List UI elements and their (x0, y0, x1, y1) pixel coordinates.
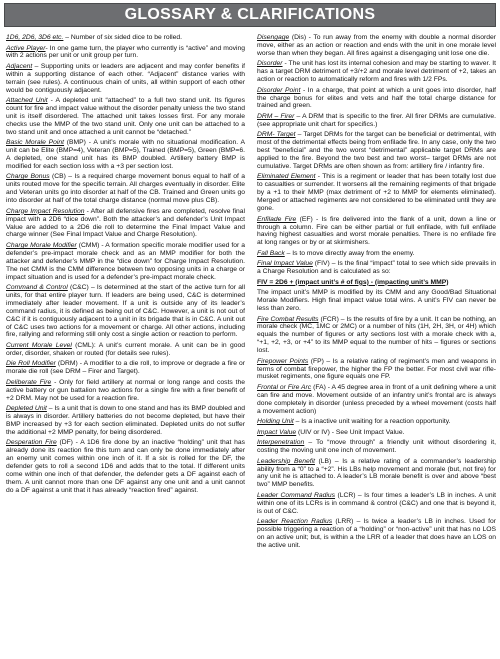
glossary-entry (6, 45, 245, 61)
glossary-definition: (Dis) - To run away from the enemy with double a normal disorder move, either as an action or reaction and ends with the unit in one morale level worse than when they began. All fires against a disengaging unit lose one die. (257, 34, 496, 57)
glossary-entry (6, 34, 245, 42)
glossary-definition: (CB) – Is a required charge movement bonus equal to half of a units routed move for the specific terrain. All charges eventually in disorder. Elite and Veteran units go into disorder at half of the CB. Trained and Green units go into disorder at half of the total charge distance (normal move plus CB). (6, 173, 246, 205)
glossary-definition: (LB) – Is a relative rating of a commander’s leadership ability from a “0” to a “+2”. His LBs help movement and morale (but, not fire) for any unit he is attached to. A leader’s LB morale benefit is over and above “best two” MMP benefits. (257, 457, 496, 489)
glossary-term: Final Impact Value (257, 260, 313, 268)
glossary-term: Basic Morale Point (6, 139, 65, 147)
glossary-definition: (C&C) – Is determined at the start of the active turn for all units, for that entire player turn. If leaders are being used, C&C is determined immediately after leader movement. If a unit is outside any of its leader’s command radius, it is defined as being out of C&C. However, a unit is not out of C&C if it is contiguously adjacent to a unit in its brigade that is in C&C. A unit out of C&C uses two actions for a movement or charge. All other actions, including fire, rallying and reforming still only cost a single action or reaction to perform. (6, 284, 246, 339)
glossary-term: Command & Control (6, 284, 68, 292)
glossary-entry (6, 284, 245, 339)
glossary-entry (6, 360, 245, 376)
glossary-entry (257, 279, 496, 287)
glossary-entry (257, 131, 496, 171)
glossary-definition: – A DRM that is specific to the firer. All firer DRMs are cumulative. (see appropriate unit chart for specifics.) (257, 112, 496, 128)
glossary-term: Disorder (257, 60, 283, 68)
glossary-entry (257, 384, 496, 416)
glossary-entry (6, 342, 245, 358)
glossary-definition: – Target DRMs for the target can be beneficial or detrimental, with most of the detrimental effects being from enfilade fire. In any case, only the two best “beneficial” and the two worst “detrimental” applicable target DRMs are applied to the fire. Beyond the two best and two worst– target DRMs are not cumulative. Target DRMs are often shown as from: artillery fire / infantry fire. (257, 131, 496, 170)
title-banner (4, 3, 496, 27)
glossary-definition: (BMP) - A unit’s morale with no situational modification. A unit can be Elite (BMP=4), Veteran (BMP=5), Trained (BMP=5), Green (BMP=6. A depleted, one stand unit has its BMP doubled. Artillery battery BMP is modified for each section loss with a +3 per section lost. (6, 139, 245, 170)
glossary-definition: - In a charge, that point at which a unit goes into disorder, half the charge bonus for elites and vets and half the total charge distance for trained and green. (257, 86, 496, 110)
glossary-definition: – Number of six sided dice to be rolled. (63, 34, 182, 41)
glossary-term: Deliberate Fire (6, 378, 52, 386)
glossary-term: Interpenetration (257, 439, 305, 447)
glossary-definition: – Is a unit that is down to one stand and has its BMP doubled and is always in disorder. Artillery batteries do not become depleted, but have their BMP increased by +3 for each section eliminated. Depleted units do not suffer the additional +2 MMP penalty, for being disordered. (6, 405, 245, 436)
glossary-entry (257, 289, 496, 313)
glossary-entry (257, 418, 496, 426)
glossary-definition: – To “move through” a friendly unit without disordering it, costing the moving unit one inch of movement. (257, 439, 496, 455)
right-column (257, 34, 496, 552)
glossary-term: Adjacent (6, 62, 33, 70)
glossary-term: Current Morale Level (6, 341, 72, 349)
glossary-definition: (FP) – Is a relative rating of regiment’s men and weapons in terms of combat firepower, the higher the FP the better. For most civil war rifle-musket regiments, one figure equals one FP. (257, 357, 496, 381)
glossary-term: Attached Unit (6, 97, 48, 105)
glossary-entry (257, 260, 496, 276)
glossary-term: Holding Unit (257, 418, 294, 426)
glossary-definition: (UIV or IV) - See Unit Impact Value. (296, 428, 405, 436)
glossary-term: Desperation Fire (6, 439, 57, 447)
glossary-entry (257, 34, 496, 58)
glossary-definition: (CMM) - A formation specific morale modifier used for a defender’s pre-impact morale check and as an MMP modifier for both the attacker and defender’s MMP in the “dice down” for Charge Impact Resolution. The net CMM is the CMM difference between two opposing units in a charge or impact situation and is used for a defender’s pre-impact morale check. (6, 241, 246, 281)
glossary-definition: FIV = 2D6 + (impact unit’s # of figs) - (impacting unit’s MMP) (257, 278, 449, 286)
glossary-entry (257, 216, 496, 248)
glossary-term: Depleted Unit (6, 405, 47, 413)
glossary-term: DRM – Firer (257, 112, 295, 120)
glossary-term: Active Player (6, 44, 46, 52)
glossary-entry (6, 97, 245, 137)
glossary-definition: – Is a inactive unit waiting for a reaction opportunity. (293, 418, 451, 426)
glossary-entry (257, 429, 496, 437)
glossary-term: Charge Morale Modifier (6, 241, 77, 249)
glossary-definition: - In one game turn, the player who currently is “active” and moving with 2 actions per unit or unit group per turn. (6, 44, 246, 60)
glossary-entry (6, 208, 245, 240)
glossary-definition: - This is a regiment or leader that has been totally lost due to casualties or surrender. It worsens all the remaining regiments of that brigade by a +1 to their MMP (max detriment of +2 to MMP for elements eliminated). Merged or attached regiments are not considered to be eliminated until they are gone. (257, 173, 496, 213)
glossary-entry (257, 458, 496, 490)
glossary-definition: (FCR) – Is the results of fire by a unit. It can be nothing, an morale check (MC, 1MC or 2MC) or a number of hits (1H, 2H, 3H, or 4H) which equals the number of figures or arty sections lost with a morale check with a, “+1, +2, +3, or +4” to its MMP equal to the number of hits – figures or sections lost. (257, 315, 496, 355)
glossary-columns (6, 34, 496, 552)
glossary-entry (257, 113, 496, 129)
glossary-entry (257, 87, 496, 111)
glossary-term: Die Roll Modifier (6, 360, 56, 368)
glossary-entry (257, 358, 496, 382)
glossary-term: Disorder Point (257, 86, 301, 94)
glossary-term: Impact Value (257, 428, 297, 436)
glossary-entry (257, 250, 496, 258)
glossary-entry (257, 518, 496, 550)
glossary-definition: (EF) - Is fire delivered into the flank of a unit, down a line or through a column. Fire can be either partial or full enfilade, with full enfilade having highest casualties and worst morale penalties. There is no enfilade fire at long ranges or by or at skirmishers. (257, 215, 496, 247)
glossary-term: Charge Bonus (6, 173, 50, 181)
glossary-entry (6, 173, 245, 205)
glossary-term: Disengage (257, 34, 290, 41)
glossary-definition: (LCR) – Is four times a leader’s LB in inches. A unit within one of its LCRs is in command & control (C&C) and one that is beyond it, is out of C&C. (257, 491, 496, 515)
glossary-entry (257, 173, 496, 213)
glossary-entry (257, 316, 496, 356)
glossary-definition: (DRM) - A modifier to a die roll, to improve or degrade a fire or morale die roll (see DRM – Firer and Target). (6, 360, 245, 376)
glossary-term: Leader Reaction Radius (257, 518, 333, 526)
glossary-term: Enfilade Fire (257, 215, 297, 223)
glossary-entry (6, 379, 245, 403)
glossary-term: Frontal or Fire Arc (257, 383, 312, 391)
glossary-term: Charge Impact Resolution (6, 207, 85, 215)
glossary-definition: – Is to move directly away from the enemy. (284, 249, 415, 257)
glossary-entry (6, 405, 245, 437)
glossary-definition: – Supporting units or leaders are adjacent and may confer benefits if within a supporting distance of each other. “Adjacent” distance varies with terrain (see rules). A continuous chain of units, all within support of each other would be contiguously adjacent. (6, 62, 245, 94)
glossary-definition: (FIV) – Is the final “impact” total to see which side prevails in a Charge Resolution and is calculated as so: (257, 260, 496, 276)
glossary-term: Fall Back (257, 249, 285, 257)
glossary-term: DRM- Target (257, 131, 296, 139)
glossary-definition: (CML): A unit’s current morale. A unit can be in good order, disorder, shaken or routed (for details see rules). (6, 341, 245, 357)
glossary-definition: (LRR) – Is twice a leader’s LB in inches. Used for possible triggering a reaction of a “holding” or “non-active” unit that has no LOS on an active unit; but, is within a the LRR of a leader that does have an LOS on the active unit. (257, 518, 496, 549)
glossary-entry (6, 139, 245, 171)
glossary-definition: - A depleted unit “attached” to a full two stand unit. Its figures count for fire and impact value without the disorder penalty unless the two stand unit is itself disordered. The attached unit takes losses first. For any morale checks use the MMP of the two stand unit. Only one unit can be attached to a two stand unit and once attached a unit cannot be “detached.” (6, 97, 245, 136)
glossary-definition: (DF) - A 1D6 fire done by an inactive “holding” unit that has already done its reaction fire this turn and can only be done immediately after an enemy unit comes within one inch of it. If a six is rolled for the DF, the defender gets to roll a second 1D6 and adds that to the total. If different units come within one inch of that defender, the defender gets a DF against each of them. A unit cannot more than one DF against any one unit and a unit cannot do a DF against a unit that it has already “reaction fired” against. (6, 439, 245, 494)
glossary-entry (257, 492, 496, 516)
glossary-entry (6, 242, 245, 282)
glossary-definition: The impact unit’s MMP is modified by its CMM and any Good/Bad Situational Morale Modifiers. High final impact value total wins. A unit’s FIV can never be less than zero. (257, 289, 496, 313)
glossary-entry (257, 60, 496, 84)
glossary-term: Leadership Benefit (257, 457, 315, 465)
glossary-definition: (FA) - A 45 degree area in front of a unit defining where a unit can fire and move. Movement outside of an infantry unit’s frontal arc is always done completely in disorder (unless preceded by a wheel movement (costs half a movement action) (257, 383, 496, 415)
left-column (6, 34, 245, 552)
glossary-term: Eliminated Element (257, 173, 316, 181)
glossary-entry (257, 439, 496, 455)
glossary-term: 1D6, 2D6, 3D6 etc. (6, 34, 64, 41)
glossary-term: Fire Combat Results (257, 315, 319, 323)
glossary-definition: - Only for field artillery at normal or long range and costs the active battery or gun battalion two actions for a single fire with a firer benefit of +2 DRM. May not be used for a reaction fire. (6, 378, 245, 402)
glossary-term: Leader Command Radius (257, 491, 336, 499)
glossary-entry (6, 439, 245, 494)
glossary-entry (6, 63, 245, 95)
glossary-term: Firepower Points (257, 357, 309, 365)
page-title: GLOSSARY & CLARIFICATIONS (124, 6, 376, 23)
glossary-definition: - The unit has lost its internal cohesion and may be starting to waver. It has a target DRM detriment of +3/+2 and morale level detriment of +2, takes an action or reaction to automatically reform and fires with 1/2 FPs. (257, 60, 496, 84)
glossary-definition: - After all defensive fires are completed, resolve final impact with a 2D6 “dice down”. Both the attacker’s and defender’s Unit Impact Value are added to a 2D6 die roll to determine the Final Impact Value and charge winner (See Final Impact Value and Charge Resolution). (6, 207, 246, 239)
